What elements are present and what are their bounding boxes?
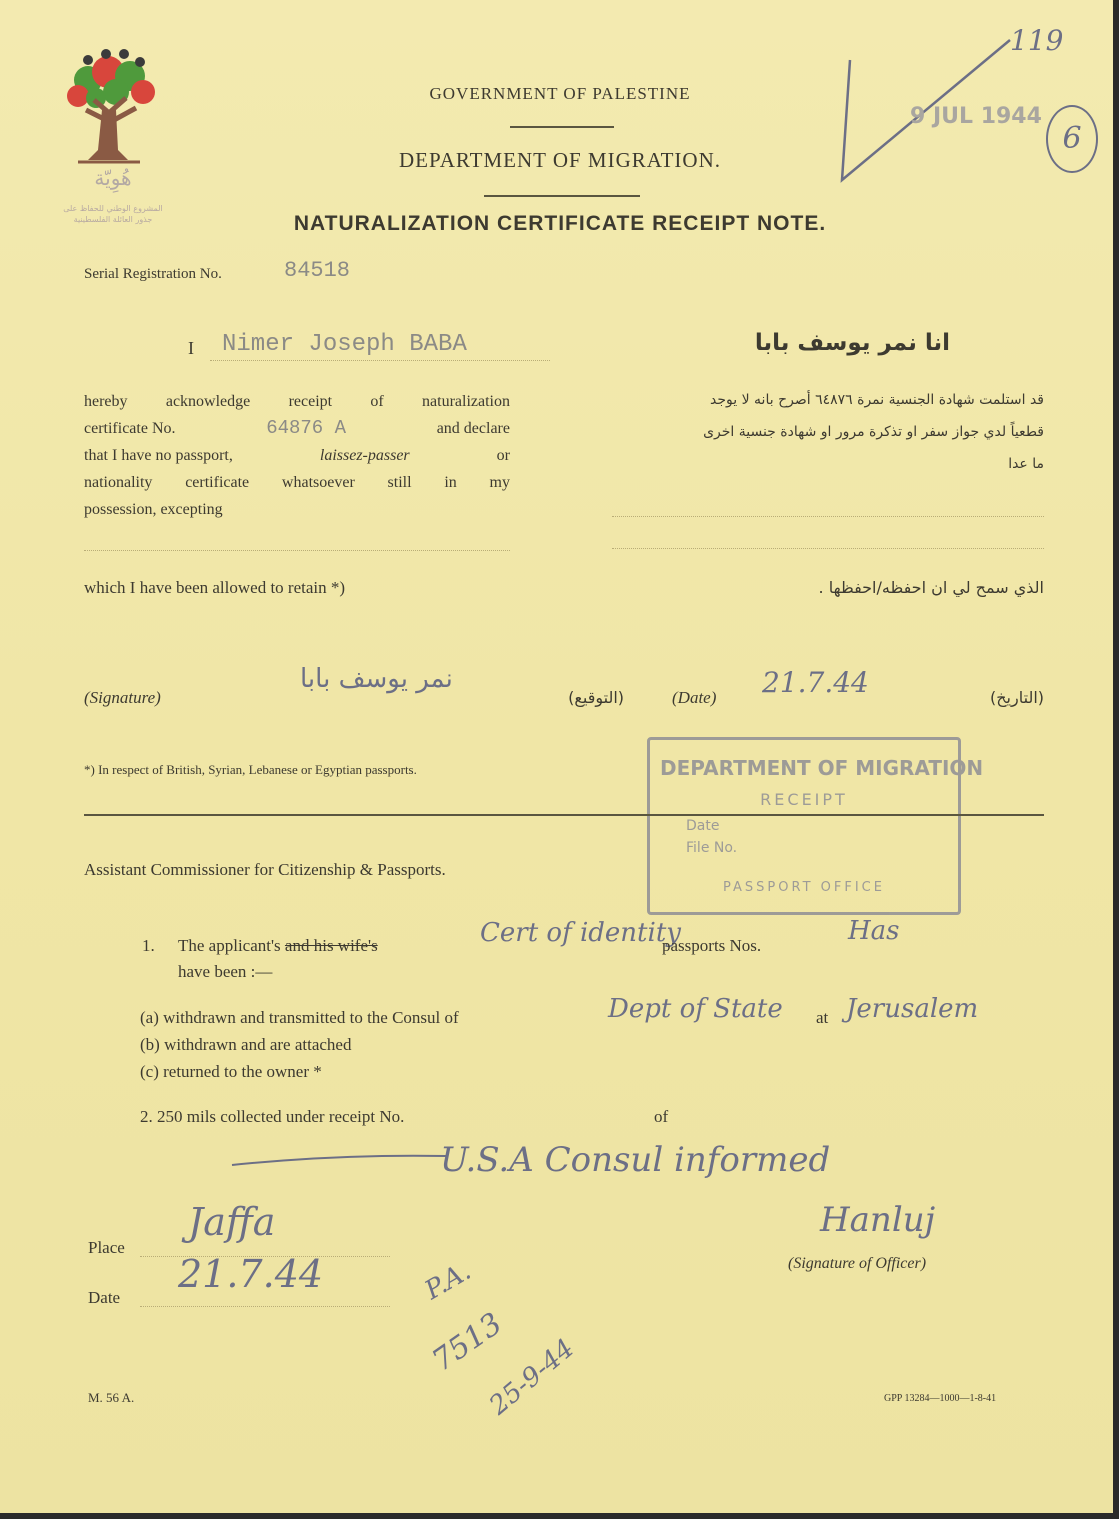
consul-informed-note: U.S.A Consul informed <box>440 1140 831 1180</box>
stamp-line-2: RECEIPT <box>760 790 848 809</box>
footnote: *) In respect of British, Syrian, Lebanese or Egyptian passports. <box>84 762 417 777</box>
consul-handwritten: Dept of State <box>608 994 783 1024</box>
english-body <box>84 388 510 523</box>
english-line-2 <box>84 415 510 442</box>
section-divider <box>84 814 1044 816</box>
page-number-annotation: 119 <box>1010 24 1064 57</box>
certificate-number: 64876 A <box>266 417 347 439</box>
stamp-line-3: Date <box>686 818 720 834</box>
item-1-text <box>178 936 378 956</box>
department-stamp <box>647 737 984 915</box>
item-1-number: 1. <box>142 936 155 955</box>
item-a: (a) withdrawn and transmitted to the Consul of <box>140 1008 459 1027</box>
scan-edge-right <box>1113 0 1119 1519</box>
stamp-line-5: PASSPORT OFFICE <box>723 880 885 895</box>
declarant-prefix: I <box>188 338 194 358</box>
retain-english: which I have been allowed to retain *) <box>84 578 346 597</box>
arabic-line-3: ما عدا <box>1008 456 1044 472</box>
declare-text: and declare <box>436 420 510 437</box>
declarant-arabic-name: انا نمر يوسف بابا <box>754 330 950 356</box>
logo-arabic-name: هُوِيّة <box>94 166 132 190</box>
arabic-line-2: قطعياً لدي جواز سفر او تذكرة مرور او شهادة جنسية اخرى <box>703 424 1044 440</box>
english-line-3 <box>84 442 510 469</box>
handwritten-line <box>230 1150 450 1170</box>
item-1-handwritten: Cert of identity <box>480 918 681 948</box>
pa-note-2: 7513 <box>426 1306 509 1379</box>
logo-caption-2: جذور العائلة الفلسطينية <box>73 215 153 224</box>
arabic-line-1: قد استلمت شهادة الجنسية نمرة ٦٤٨٧٦ أصرح بانه لا يوجد <box>710 392 1044 408</box>
header-rule-1 <box>510 126 614 128</box>
date-label-bottom: Date <box>88 1288 121 1307</box>
english-line-4: nationality certificate whatsoever still in my <box>84 474 510 491</box>
english-line-1: hereby acknowledge receipt of naturalization <box>84 393 510 410</box>
assistant-commissioner: Assistant Commissioner for Citizenship & Passports. <box>84 860 446 879</box>
hawiya-logo <box>58 40 168 230</box>
date-value-bottom: 21.7.44 <box>178 1252 324 1296</box>
serial-value: 84518 <box>284 258 351 283</box>
date-label: (Date) <box>672 688 717 707</box>
circled-number: 6 <box>1046 105 1098 173</box>
logo-caption-1: المشروع الوطني للحفاظ على <box>63 204 163 213</box>
department-heading: DEPARTMENT OF MIGRATION. <box>398 148 722 172</box>
document-title: NATURALIZATION CERTIFICATE RECEIPT NOTE. <box>293 212 827 235</box>
certificate-label: certificate No. <box>84 420 176 437</box>
or-text: or <box>496 447 510 464</box>
passport-numbers-handwritten: Has <box>848 916 900 946</box>
signature-label: (Signature) <box>84 688 161 707</box>
have-been-text: have been :— <box>178 962 273 981</box>
stamp-line-4: File No. <box>686 840 738 856</box>
received-date-stamp: 9 JUL 1944 <box>910 104 1042 129</box>
applicants-text: The applicant's <box>178 936 281 955</box>
serial-label: Serial Registration No. <box>84 266 222 282</box>
form-code: M. 56 A. <box>88 1390 135 1405</box>
header-rule-2 <box>484 195 640 197</box>
english-line-5: possession, excepting <box>84 501 223 518</box>
date-arabic-label: (التاريخ) <box>989 688 1044 707</box>
item-2: 2. 250 mils collected under receipt No. <box>140 1107 405 1126</box>
laissez-passer-text: laissez-passer <box>319 447 410 464</box>
pa-note-3: 25-9-44 <box>484 1333 581 1421</box>
arabic-body <box>610 384 1044 480</box>
officer-signature: Hanluj <box>820 1200 936 1240</box>
applicant-signature: نمر يوسف بابا <box>300 664 453 694</box>
item-c: (c) returned to the owner * <box>140 1062 322 1081</box>
place-label: Place <box>88 1238 125 1257</box>
location-handwritten: Jerusalem <box>846 994 979 1024</box>
pa-note-1: P.A. <box>420 1256 477 1306</box>
item-2-of: of <box>654 1107 669 1126</box>
declarant-name: Nimer Joseph BABA <box>222 331 467 358</box>
government-heading: GOVERNMENT OF PALESTINE <box>429 84 691 103</box>
print-code: GPP 13284—1000—1-8-41 <box>884 1393 997 1404</box>
applicant-date: 21.7.44 <box>762 666 869 699</box>
at-text: at <box>816 1008 829 1027</box>
item-b: (b) withdrawn and are attached <box>140 1035 352 1054</box>
passport-text: that I have no passport, <box>84 447 233 464</box>
passports-text: passports Nos. <box>662 936 762 955</box>
place-value: Jaffa <box>188 1200 276 1244</box>
struck-wife-text: and his wife's <box>284 936 378 955</box>
stamp-line-1: DEPARTMENT OF MIGRATION <box>660 756 984 780</box>
retain-arabic: الذي سمح لي ان احفظه/احفظها . <box>818 578 1044 597</box>
officer-signature-label: (Signature of Officer) <box>788 1255 927 1272</box>
signature-arabic-label: (التوقيع) <box>568 688 624 707</box>
scan-edge-bottom <box>0 1513 1119 1519</box>
